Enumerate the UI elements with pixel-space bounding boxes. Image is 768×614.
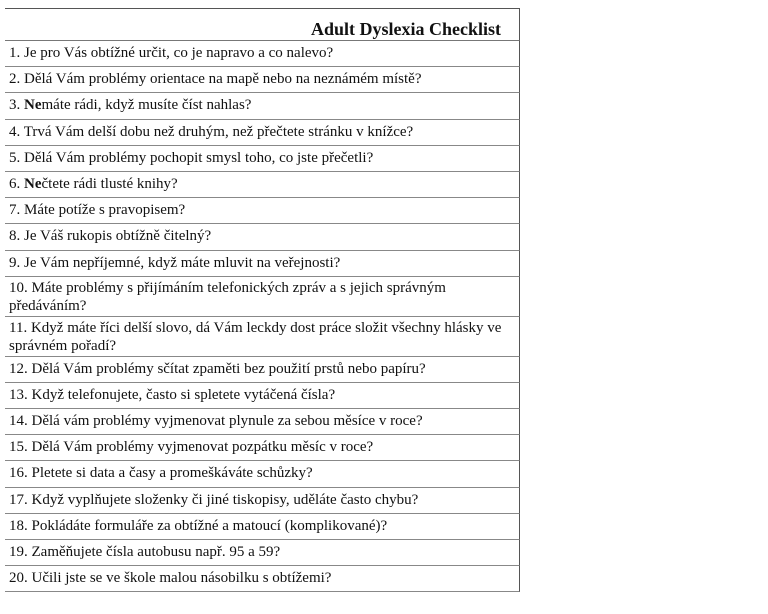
item-bold-prefix: Ne	[24, 175, 42, 192]
item-number: 15.	[9, 439, 32, 456]
item-text: Je Váš rukopis obtížně čitelný?	[24, 228, 212, 245]
checklist-item	[5, 172, 520, 198]
item-number: 10.	[9, 279, 32, 296]
checklist-item	[5, 514, 520, 540]
item-number: 9.	[9, 254, 24, 271]
checklist-item	[5, 317, 520, 357]
checklist-sheet	[5, 8, 520, 592]
item-text: Když vyplňujete složenky či jiné tiskopisy, uděláte často chybu?	[31, 491, 419, 508]
item-number: 14.	[9, 413, 32, 430]
item-text: Dělá vám problémy vyjmenovat plynule za sebou měsíce v roce?	[31, 413, 423, 430]
checklist-item	[5, 120, 520, 146]
item-text: čtete rádi tlusté knihy?	[41, 175, 178, 192]
title-row	[5, 8, 520, 41]
checklist-item	[5, 383, 520, 409]
checklist-item	[5, 224, 520, 250]
checklist-item	[5, 93, 520, 119]
checklist-item	[5, 41, 520, 67]
item-text: Zaměňujete čísla autobusu např. 95 a 59?	[31, 544, 281, 560]
item-number: 6.	[9, 175, 24, 192]
item-number: 20.	[9, 570, 32, 587]
item-text: Pletete si data a časy a promeškáváte schůzky?	[31, 465, 313, 482]
item-number: 3.	[9, 97, 24, 114]
checklist-item	[5, 357, 520, 383]
item-number: 18.	[9, 517, 32, 534]
item-text: Dělá Vám problémy vyjmenovat pozpátku měsíc v roce?	[31, 439, 374, 456]
checklist-item	[5, 566, 520, 592]
checklist-item	[5, 277, 520, 317]
checklist-item	[5, 461, 520, 487]
item-number: 12.	[9, 360, 32, 377]
page-title: Adult Dyslexia Checklist	[310, 19, 501, 39]
item-number: 11.	[9, 319, 31, 336]
item-text: Máte problémy s přijímáním telefonických zpráv a s jejich správným předáváním?	[9, 279, 446, 314]
checklist-item	[5, 146, 520, 172]
checklist-item	[5, 67, 520, 93]
item-number: 19.	[9, 544, 32, 560]
item-text: Je Vám nepříjemné, když máte mluvit na veřejnosti?	[24, 254, 341, 271]
item-bold-prefix: Ne	[24, 97, 42, 114]
item-number: 1.	[9, 45, 24, 61]
item-number: 5.	[9, 149, 24, 166]
checklist-item	[5, 540, 520, 566]
item-text: Máte potíže s pravopisem?	[24, 202, 186, 219]
checklist-item	[5, 251, 520, 277]
item-text: Dělá Vám problémy sčítat zpaměti bez použití prstů nebo papíru?	[31, 360, 426, 377]
item-number: 7.	[9, 202, 24, 219]
item-text: Pokládáte formuláře za obtížné a matoucí (komplikované)?	[31, 517, 388, 534]
item-number: 16.	[9, 465, 32, 482]
item-number: 8.	[9, 228, 24, 245]
checklist-item	[5, 198, 520, 224]
item-text: Je pro Vás obtížné určit, co je napravo a co nalevo?	[24, 45, 334, 61]
checklist-item	[5, 409, 520, 435]
item-text: Učili jste se ve škole malou násobilku s obtížemi?	[31, 570, 332, 587]
checklist-item	[5, 488, 520, 514]
item-text: máte rádi, když musíte číst nahlas?	[41, 97, 252, 114]
item-text: Dělá Vám problémy pochopit smysl toho, co jste přečetli?	[24, 149, 374, 166]
checklist-item	[5, 435, 520, 461]
item-number: 2.	[9, 71, 24, 88]
item-number: 17.	[9, 491, 32, 508]
item-number: 13.	[9, 386, 32, 403]
item-text: Když telefonujete, často si spletete vytáčená čísla?	[31, 386, 336, 403]
item-number: 4.	[9, 123, 24, 140]
item-text: Když máte říci delší slovo, dá Vám leckdy dost práce složit všechny hlásky ve správném pořadí?	[9, 319, 502, 354]
item-text: Dělá Vám problémy orientace na mapě nebo na neznámém místě?	[24, 71, 422, 88]
checklist-rows	[5, 41, 520, 592]
item-text: Trvá Vám delší dobu než druhým, než přečtete stránku v knížce?	[23, 123, 414, 140]
